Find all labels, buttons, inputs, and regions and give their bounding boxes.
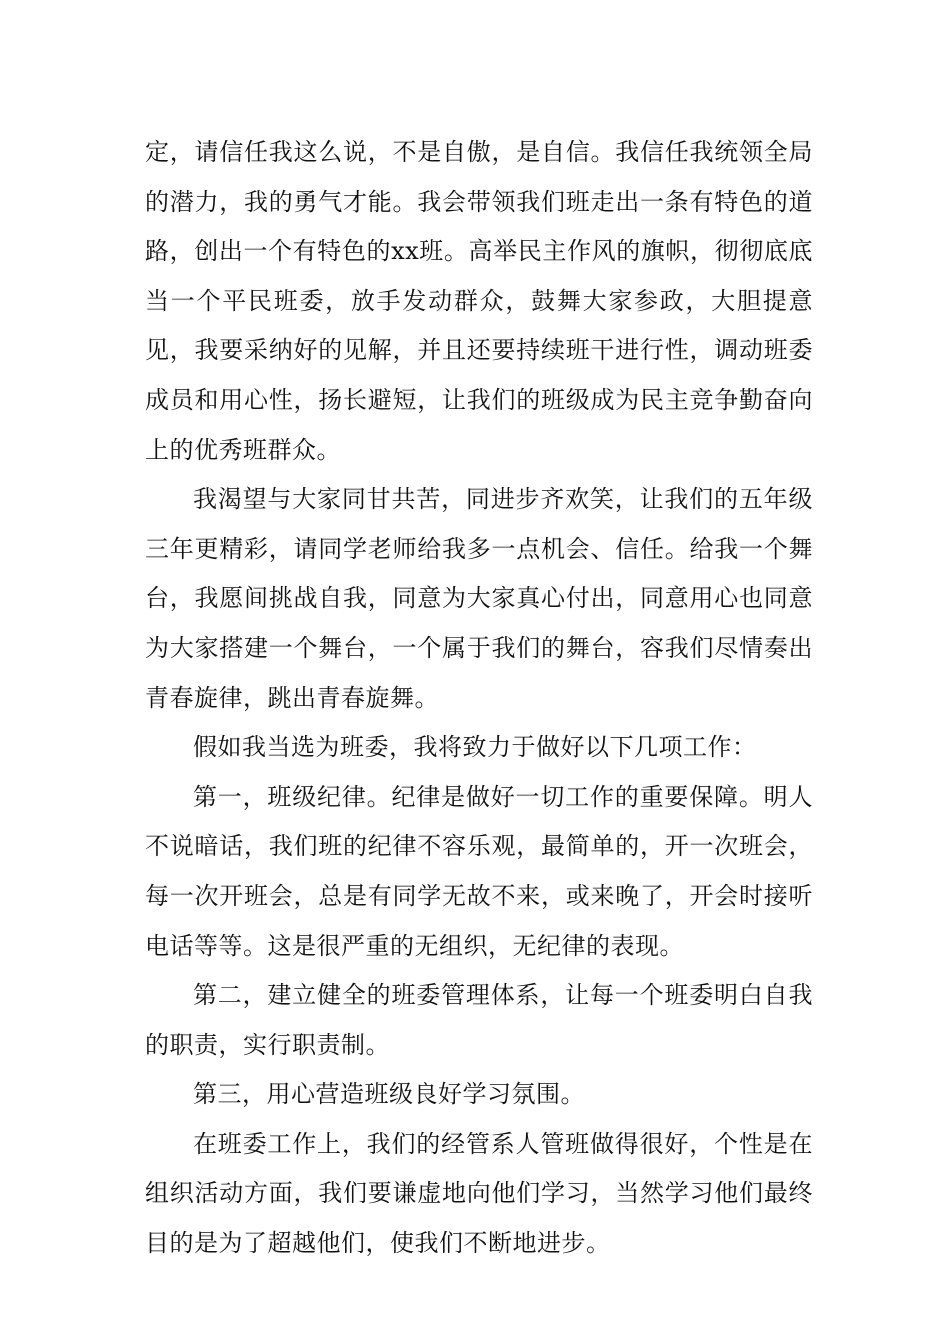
document-body (145, 128, 813, 1269)
paragraph-first-discipline: 第一，班级纪律。纪律是做好一切工作的重要保障。明人不说暗话，我们班的纪律不容乐观，最简单的，开一次班会，每一次开班会，总是有同学无故不来，或来晚了，开会时接听电话等等。这是很严重的无组织，无纪律的表现。 (145, 782, 813, 960)
paragraph-committee-work: 在班委工作上，我们的经管系人管班做得很好，个性是在组织活动方面，我们要谦虚地向他们学习，当然学习他们最终目的是为了超越他们，使我们不断地进步。 (145, 1129, 813, 1258)
paragraph-continuation: 定，请信任我这么说，不是自傲，是自信。我信任我统领全局的潜力，我的勇气才能。我会带领我们班走出一条有特色的道路，创出一个有特色的xx班。高举民主作风的旗帜，彻彻底底当一个平民班委，放手发动群众，鼓舞大家参政，大胆提意见，我要采纳好的见解，并且还要持续班干进行性，调动班委成员和用心性，扬长避短，让我们的班级成为民主竞争勤奋向上的优秀班群众。 (145, 138, 813, 464)
paragraph-hope: 我渴望与大家同甘共苦，同进步齐欢笑，让我们的五年级三年更精彩，请同学老师给我多一点机会、信任。给我一个舞台，我愿间挑战自我，同意为大家真心付出，同意用心也同意为大家搭建一个舞台，一个属于我们的舞台，容我们尽情奏出青春旋律，跳出青春旋舞。 (145, 485, 813, 712)
paragraph-second-system: 第二，建立健全的班委管理体系，让每一个班委明白自我的职责，实行职责制。 (145, 981, 813, 1059)
paragraph-intro-work: 假如我当选为班委，我将致力于做好以下几项工作： (193, 733, 757, 762)
paragraph-third-atmosphere: 第三，用心营造班级良好学习氛围。 (193, 1080, 585, 1109)
